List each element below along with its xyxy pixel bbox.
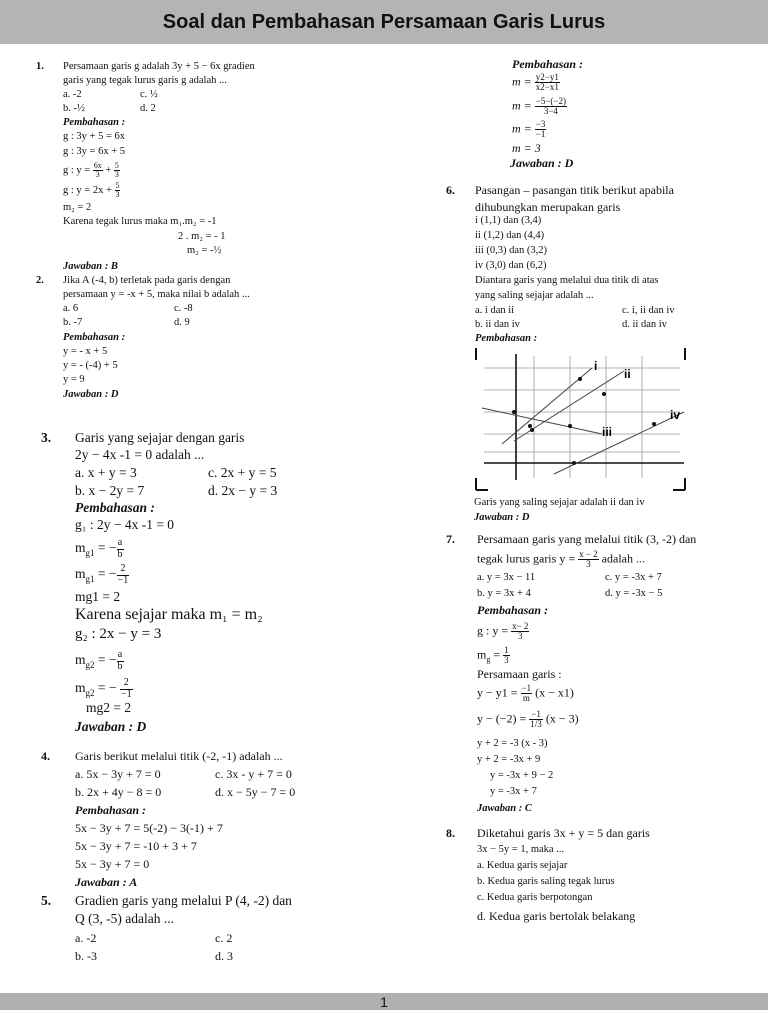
solution-step: g : y = $\frac{x- 2}{3}$ <box>477 621 529 642</box>
option-a: a. -2 <box>63 89 82 100</box>
solution-step: $m_g$ = $\frac{1}{3}$ <box>477 645 509 666</box>
label-i: i <box>594 359 598 373</box>
answer: Jawaban : D <box>75 719 147 734</box>
option-d: d. x − 5y − 7 = 0 <box>215 785 296 799</box>
question-number: 3. <box>41 430 52 445</box>
page-footer <box>0 993 768 1010</box>
solution-step: Persamaan garis : <box>477 667 562 681</box>
solution-heading: Pembahasan : <box>63 117 126 128</box>
question-number: 2. <box>36 275 44 286</box>
solution-step: Karena sejajar maka m₁ = m₂ <box>75 606 263 623</box>
solution-step: g : y = $\frac{6x}{3}$ + $\frac{5}{3}$ <box>63 161 119 180</box>
option-d: d. 2 <box>140 103 156 114</box>
solution-step: y = - x + 5 <box>63 346 108 357</box>
option-d: d. 2x − y = 3 <box>208 483 278 498</box>
point-pair: ii (1,2) dan (4,4) <box>475 230 545 241</box>
question-text: Diketahui garis 3x + y = 5 dan garis <box>477 826 650 840</box>
option-c: c. 2 <box>215 931 233 945</box>
question-text: Pasangan – pasangan titik berikut apabila <box>475 183 674 197</box>
solution-step: 5x − 3y + 7 = 0 <box>75 857 150 871</box>
point-pair: iii (0,3) dan (3,2) <box>475 245 548 256</box>
question-text: Diantara garis yang melalui dua titik di atas <box>475 275 659 286</box>
solution-step: 5x − 3y + 7 = -10 + 3 + 7 <box>75 839 197 853</box>
solution-heading: Pembahasan : <box>512 57 584 71</box>
solution-step: $m_{g1}$ = − $\frac{a}{b}$ <box>75 537 123 560</box>
page-number: 1 <box>380 993 388 1010</box>
question-text: dihubungkan merupakan garis <box>475 200 621 214</box>
solution-step: y + 2 = -3x + 9 <box>477 754 541 765</box>
label-iii: iii <box>602 425 613 439</box>
question-number: 4. <box>41 749 50 763</box>
question-number: 8. <box>446 826 455 840</box>
option-c: c. Kedua garis berpotongan <box>477 892 593 903</box>
option-d: d. y = -3x − 5 <box>605 588 663 599</box>
solution-heading: Pembahasan : <box>475 333 538 344</box>
option-b: b. -7 <box>63 317 83 328</box>
option-d: d. 9 <box>174 317 190 328</box>
page-title: Soal dan Pembahasan Persamaan Garis Lurus <box>162 10 606 33</box>
option-d: d. ii dan iv <box>622 319 667 330</box>
option-a: a. 6 <box>63 303 79 314</box>
option-a: a. x + y = 3 <box>75 465 137 480</box>
option-a: a. 5x − 3y + 7 = 0 <box>75 767 161 781</box>
solution-step: g₂ : 2x − y = 3 <box>75 626 162 642</box>
line-graph <box>474 346 692 494</box>
solution-step: Garis yang saling sejajar adalah ii dan iv <box>474 497 645 508</box>
solution-step: m₂ = 2 <box>63 202 92 213</box>
question-text: Persamaan garis yang melalui titik (3, -2) dan <box>477 532 697 546</box>
solution-step: m = $\frac{-5-(-2)}{3-4}$ <box>512 96 566 117</box>
page-header <box>0 0 768 44</box>
solution-heading: Pembahasan : <box>75 500 155 515</box>
point-pair: i (1,1) dan (3,4) <box>475 215 542 226</box>
answer: Jawaban : D <box>474 512 530 523</box>
solution-step: mg2 = 2 <box>86 700 132 715</box>
solution-step: 2 . m₂ = - 1 <box>178 231 226 242</box>
question-text: garis yang tegak lurus garis g adalah ... <box>63 75 227 86</box>
solution-step: g₁ : 2y − 4x -1 = 0 <box>75 517 175 532</box>
solution-step: m = $\frac{y2-y1}{x2-x1}$ <box>512 72 559 93</box>
solution-step: 5x − 3y + 7 = 5(-2) − 3(-1) + 7 <box>75 821 223 835</box>
option-b: b. y = 3x + 4 <box>477 588 531 599</box>
option-a: a. y = 3x − 11 <box>477 572 536 583</box>
question-number: 7. <box>446 532 455 546</box>
solution-step: Karena tegak lurus maka m₁.m₂ = -1 <box>63 216 217 227</box>
option-a: a. -2 <box>75 931 97 945</box>
option-a: a. Kedua garis sejajar <box>477 860 568 871</box>
question-text: Q (3, -5) adalah ... <box>75 911 174 926</box>
solution-step: y + 2 = -3 (x - 3) <box>477 738 548 749</box>
point-pair: iv (3,0) dan (6,2) <box>475 260 547 271</box>
question-text: Persamaan garis g adalah 3y + 5 − 6x gradien <box>63 61 255 72</box>
option-b: b. -½ <box>63 103 85 114</box>
question-text: 2y − 4x -1 = 0 adalah ... <box>75 447 205 462</box>
answer: Jawaban : D <box>510 156 574 170</box>
solution-step: y = 9 <box>63 374 85 385</box>
question-text: 3x − 5y = 1, maka ... <box>477 844 565 855</box>
question-text: persamaan y = -x + 5, maka nilai b adalah ... <box>63 289 250 300</box>
solution-step: g : y = 2x + $\frac{5}{3}$ <box>63 181 120 200</box>
option-c: c. ½ <box>140 89 158 100</box>
label-iv: iv <box>670 408 681 422</box>
solution-step: y = -3x + 9 − 2 <box>490 770 554 781</box>
solution-step: $m_{g2}$ = − $\frac{a}{b}$ <box>75 649 123 672</box>
solution-step: mg1 = 2 <box>75 589 121 604</box>
question-number: 5. <box>41 893 52 908</box>
label-ii: ii <box>624 367 631 381</box>
grid <box>484 356 680 478</box>
question-text: Jika A (-4, b) terletak pada garis dengan <box>63 275 231 286</box>
option-a: a. i dan ii <box>475 305 515 316</box>
solution-step: y − (−2) = $\frac{-1}{1/3}$ (x − 3) <box>477 709 579 730</box>
answer: Jawaban : B <box>63 261 118 272</box>
question-text: tegak lurus garis y = $\frac{x - 2}{3}$ adalah ... <box>477 549 645 570</box>
solution-heading: Pembahasan : <box>63 332 126 343</box>
option-c: c. 2x + y = 5 <box>208 465 277 480</box>
option-b: b. ii dan iv <box>475 319 520 330</box>
solution-step: m = 3 <box>512 141 541 155</box>
option-c: c. i, ii dan iv <box>622 305 675 316</box>
answer: Jawaban : A <box>75 875 138 889</box>
question-number: 1. <box>36 61 44 72</box>
answer: Jawaban : C <box>477 803 532 814</box>
solution-heading: Pembahasan : <box>75 803 147 817</box>
question-number: 6. <box>446 183 455 197</box>
option-d: d. Kedua garis bertolak belakang <box>477 909 636 923</box>
solution-step: y = -3x + 7 <box>490 786 537 797</box>
option-c: c. y = -3x + 7 <box>605 572 662 583</box>
solution-step: g : 3y = 6x + 5 <box>63 146 126 157</box>
option-b: b. Kedua garis saling tegak lurus <box>477 876 615 887</box>
solution-step: g : 3y + 5 = 6x <box>63 131 126 142</box>
answer: Jawaban : D <box>63 389 119 400</box>
option-c: c. 3x - y + 7 = 0 <box>215 767 292 781</box>
question-text: yang saling sejajar adalah ... <box>475 290 594 301</box>
solution-step: y − y1 = $\frac{-1}{m}$ (x − x1) <box>477 683 574 704</box>
solution-step: m₂ = -½ <box>187 245 222 256</box>
solution-step: m = $\frac{-3}{-1}$ <box>512 119 546 140</box>
question-text: Garis berikut melalui titik (-2, -1) adalah ... <box>75 749 283 763</box>
option-b: b. 2x + 4y − 8 = 0 <box>75 785 162 799</box>
option-d: d. 3 <box>215 949 233 963</box>
option-b: b. x − 2y = 7 <box>75 483 145 498</box>
question-text: Gradien garis yang melalui P (4, -2) dan <box>75 893 292 908</box>
option-c: c. -8 <box>174 303 193 314</box>
question-text: Garis yang sejajar dengan garis <box>75 430 245 445</box>
solution-step: $m_{g1}$ = − $\frac{2}{-1}$ <box>75 563 129 586</box>
solution-heading: Pembahasan : <box>477 603 549 617</box>
solution-step: y = - (-4) + 5 <box>63 360 118 371</box>
solution-step: $m_{g2}$ = − $\frac{2}{-1}$ <box>75 677 132 700</box>
option-b: b. -3 <box>75 949 97 963</box>
